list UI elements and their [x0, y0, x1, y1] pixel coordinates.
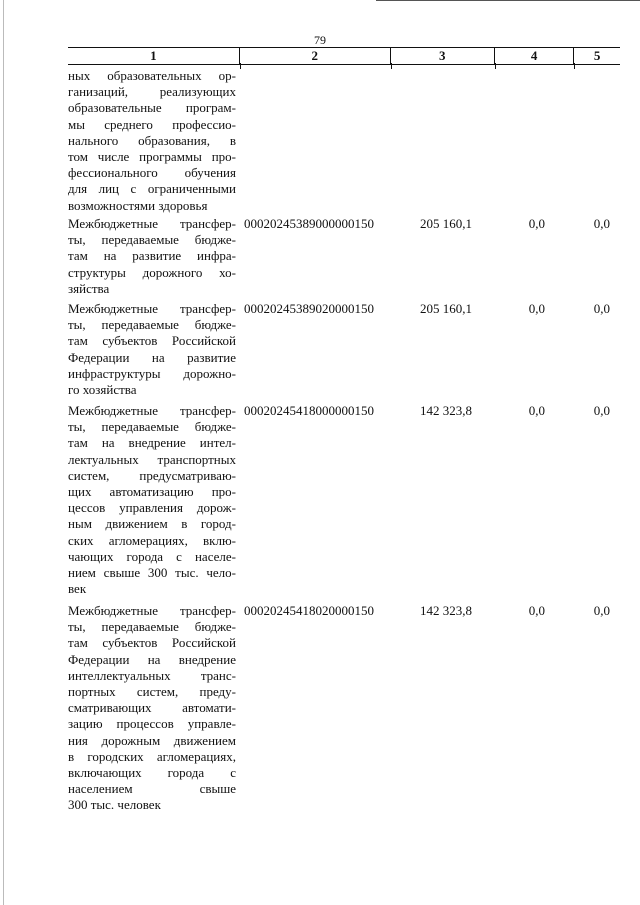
description-line: инфраструктуры дорожно- [68, 365, 236, 381]
description-line: фессионального обучения [68, 165, 236, 181]
budget-code: 00020245418020000150 [244, 603, 374, 618]
description-line: интеллектуальных транс- [68, 667, 236, 683]
description-line: Межбюджетные трансфер- [68, 216, 236, 231]
row-description [68, 603, 236, 813]
description-line: ты, передаваемые бюдже- [68, 317, 236, 333]
amount-column-4: 0,0 [528, 603, 545, 618]
amount-column-4: 0,0 [528, 403, 545, 418]
description-line: щих автоматизацию про- [68, 483, 236, 499]
description-line: структуры дорожного хо- [68, 264, 236, 280]
column-divider-tick [240, 63, 241, 69]
amount-column-3: 142 323,8 [420, 603, 472, 618]
description-line: ты, передаваемые бюдже- [68, 619, 236, 635]
description-line: Межбюджетные трансфер- [68, 301, 236, 316]
description-line: чающих города с населе- [68, 548, 236, 564]
description-line: го хозяйства [68, 381, 137, 397]
description-line: сматривающих автомати- [68, 700, 236, 716]
row-description [68, 216, 236, 297]
description-line: там субъектов Российской [68, 333, 236, 349]
description-line: том числе программы про- [68, 148, 236, 164]
description-line: там субъектов Российской [68, 635, 236, 651]
description-line: систем, предусматриваю- [68, 467, 236, 483]
description-line: ния дорожным движением [68, 732, 236, 748]
table-header [68, 47, 620, 65]
description-line: зяйства [68, 280, 110, 296]
description-line: ты, передаваемые бюдже- [68, 232, 236, 248]
column-header-3: 3 [391, 48, 495, 64]
amount-column-5: 0,0 [593, 216, 610, 231]
row-description [68, 68, 236, 214]
row-description [68, 403, 236, 597]
description-line: портных систем, преду- [68, 683, 236, 699]
description-line: зацию процессов управле- [68, 716, 236, 732]
page-edge [3, 0, 4, 905]
budget-code: 00020245418000000150 [244, 403, 374, 418]
row-description [68, 301, 236, 398]
description-line: Межбюджетные трансфер- [68, 603, 236, 618]
amount-column-5: 0,0 [593, 403, 610, 418]
description-line: ных образовательных ор- [68, 68, 236, 83]
amount-column-5: 0,0 [593, 301, 610, 316]
description-line: ты, передаваемые бюдже- [68, 419, 236, 435]
description-line: в городских агломерациях, [68, 748, 236, 764]
amount-column-4: 0,0 [528, 216, 545, 231]
description-line: век [68, 581, 87, 597]
description-line: Федерации на развитие [68, 349, 236, 365]
amount-column-3: 142 323,8 [420, 403, 472, 418]
description-line: Федерации на внедрение [68, 651, 236, 667]
description-line: лектуальных транспортных [68, 451, 236, 467]
column-header-4: 4 [495, 48, 574, 64]
amount-column-5: 0,0 [593, 603, 610, 618]
page-number: 79 [314, 33, 326, 47]
description-line: Межбюджетные трансфер- [68, 403, 236, 418]
description-line: цессов управления дорож- [68, 500, 236, 516]
column-divider-tick [495, 63, 496, 69]
description-line: там на развитие инфра- [68, 248, 236, 264]
description-line: нием свыше 300 тыс. чело- [68, 564, 236, 580]
description-line: включающих города с [68, 764, 236, 780]
description-line: там на внедрение интел- [68, 435, 236, 451]
description-line: 300 тыс. человек [68, 797, 161, 813]
amount-column-3: 205 160,1 [420, 216, 472, 231]
top-rule [376, 0, 640, 1]
column-header-5: 5 [593, 48, 601, 63]
description-line: населением свыше [68, 781, 236, 797]
description-line: образовательные програм- [68, 100, 236, 116]
description-line: ным движением в город- [68, 516, 236, 532]
column-header-1: 1 [68, 48, 240, 64]
description-line: ских агломерациях, вклю- [68, 532, 236, 548]
column-header-2: 2 [240, 48, 391, 64]
column-divider-tick [391, 63, 392, 69]
column-divider-tick [574, 63, 575, 69]
budget-code: 00020245389000000150 [244, 216, 374, 231]
description-line: возможностями здоровья [68, 197, 208, 213]
description-line: ганизаций, реализующих [68, 84, 236, 100]
budget-code: 00020245389020000150 [244, 301, 374, 316]
amount-column-3: 205 160,1 [420, 301, 472, 316]
description-line: для лиц с ограниченными [68, 181, 236, 197]
description-line: нального образования, в [68, 132, 236, 148]
description-line: мы среднего профессио- [68, 116, 236, 132]
amount-column-4: 0,0 [528, 301, 545, 316]
